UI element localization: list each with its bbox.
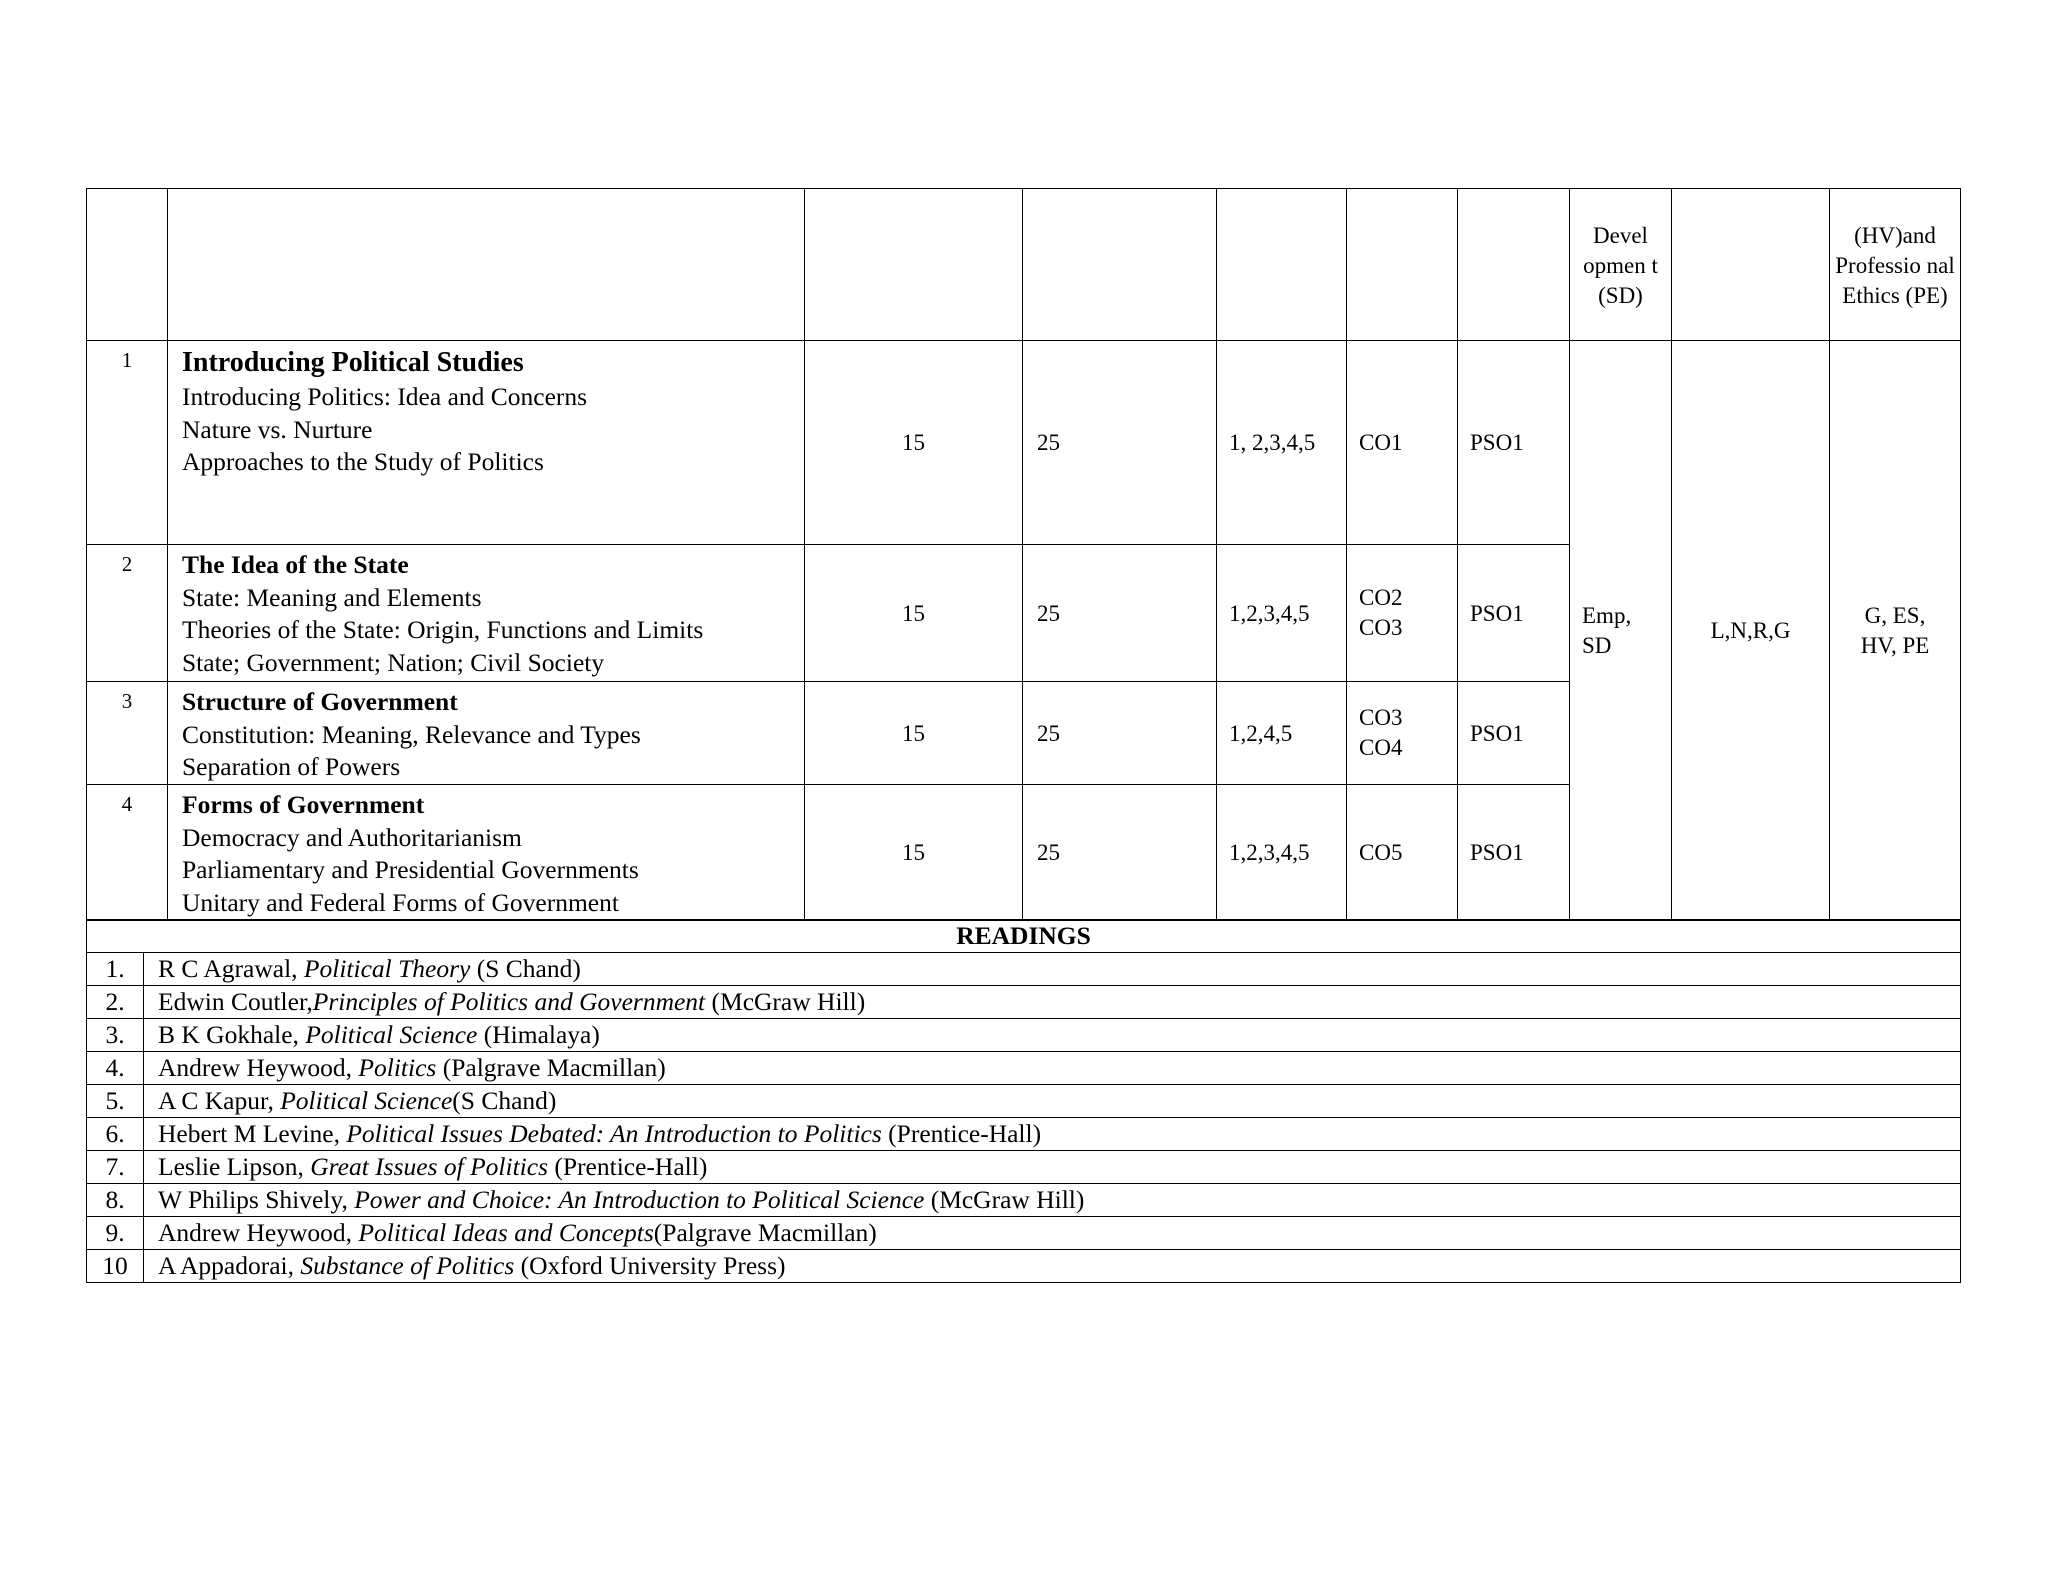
co-value: CO5 (1359, 839, 1403, 865)
unit-value: 25 (1023, 545, 1217, 682)
reading-publisher: (Prentice-Hall) (881, 1119, 1042, 1148)
reading-row (87, 1184, 1961, 1217)
reading-number: 9. (87, 1217, 144, 1250)
reading-row (87, 1250, 1961, 1283)
reading-author: Andrew Heywood, (158, 1053, 359, 1082)
unit-topic: Democracy and Authoritarianism (182, 822, 522, 852)
reading-book-title: Political Issues Debated: An Introduction to Politics (346, 1119, 882, 1148)
co-value: CO4 (1359, 735, 1403, 760)
reading-publisher: (Palgrave Macmillan) (436, 1053, 666, 1082)
reading-author: Andrew Heywood, (158, 1218, 359, 1247)
unit-topic: Parliamentary and Presidential Governments (182, 855, 639, 884)
unit-co (1347, 341, 1458, 545)
unit-topic: Approaches to the Study of Politics (182, 447, 544, 476)
merged-line: G, ES, (1864, 602, 1926, 628)
reading-row (87, 1085, 1961, 1118)
unit-content (168, 682, 805, 785)
reading-number: 6. (87, 1118, 144, 1151)
reading-entry (144, 1019, 1961, 1052)
reading-entry (144, 1184, 1961, 1217)
reading-row (87, 953, 1961, 986)
reading-number: 7. (87, 1151, 144, 1184)
unit-pso: PSO1 (1458, 785, 1570, 921)
reading-entry (144, 1052, 1961, 1085)
reading-author: A C Kapur, (158, 1086, 281, 1115)
unit-co (1347, 545, 1458, 682)
unit-pso: PSO1 (1458, 545, 1570, 682)
reading-number: 8. (87, 1184, 144, 1217)
unit-number: 2 (87, 545, 168, 682)
reading-book-title: Political Science (305, 1020, 478, 1049)
reading-entry (144, 1118, 1961, 1151)
unit-title: Forms of Government (182, 790, 425, 819)
unit-content (168, 545, 805, 682)
reading-author: Edwin Coutler, (158, 987, 313, 1016)
header-cell (805, 189, 1023, 341)
header-cell (1217, 189, 1347, 341)
unit-value: 15 (805, 785, 1023, 921)
reading-author: W Philips Shively, (158, 1185, 355, 1214)
merged-line: SD (1582, 632, 1612, 658)
unit-value: 1,2,3,4,5 (1217, 545, 1347, 682)
readings-title: READINGS (87, 920, 1961, 953)
reading-book-title: Great Issues of Politics (310, 1152, 549, 1181)
reading-row (87, 1118, 1961, 1151)
unit-value: 25 (1023, 341, 1217, 545)
header-values-ethics: (HV)and Professio nal Ethics (PE) (1835, 222, 1955, 308)
merged-values-ethics (1830, 341, 1961, 921)
unit-topic: Nature vs. Nurture (182, 414, 373, 444)
readings-table (86, 919, 1961, 1283)
unit-topic: Theories of the State: Origin, Functions and Limits (182, 615, 704, 644)
reading-publisher: (Himalaya) (477, 1020, 600, 1049)
unit-number: 3 (87, 682, 168, 785)
unit-pso: PSO1 (1458, 682, 1570, 785)
header-cell (1347, 189, 1458, 341)
reading-author: B K Gokhale, (158, 1020, 306, 1049)
reading-number: 2. (87, 986, 144, 1019)
unit-content (168, 785, 805, 921)
reading-number: 10 (87, 1250, 144, 1283)
reading-book-title: Principles of Politics and Government (312, 987, 706, 1016)
unit-value: 25 (1023, 785, 1217, 921)
reading-author: A Appadorai, (158, 1251, 301, 1280)
merged-method: L,N,R,G (1672, 341, 1830, 921)
merged-line: Emp, (1582, 602, 1632, 628)
header-cell (1830, 189, 1961, 341)
reading-publisher: (Prentice-Hall) (548, 1152, 708, 1181)
table-row (87, 341, 1961, 545)
reading-row (87, 1151, 1961, 1184)
reading-entry (144, 986, 1961, 1019)
reading-publisher: (McGraw Hill) (705, 987, 866, 1016)
reading-number: 3. (87, 1019, 144, 1052)
header-cell (168, 189, 805, 341)
co-value: CO3 (1359, 615, 1403, 640)
reading-entry (144, 1085, 1961, 1118)
reading-number: 5. (87, 1085, 144, 1118)
unit-topic: State; Government; Nation; Civil Society (182, 647, 605, 677)
unit-value: 15 (805, 682, 1023, 785)
reading-entry (144, 953, 1961, 986)
header-cell (1570, 189, 1672, 341)
header-cell (1458, 189, 1570, 341)
unit-content (168, 341, 805, 545)
reading-row (87, 1019, 1961, 1052)
unit-title: Introducing Political Studies (182, 347, 524, 378)
unit-topic: Constitution: Meaning, Relevance and Types (182, 719, 641, 749)
unit-value: 1, 2,3,4,5 (1217, 341, 1347, 545)
unit-title: The Idea of the State (182, 550, 409, 579)
unit-topic: Introducing Politics: Idea and Concerns (182, 382, 588, 411)
unit-value: 15 (805, 341, 1023, 545)
reading-book-title: Politics (358, 1053, 437, 1082)
merged-skill-development (1570, 341, 1672, 921)
unit-topic: State: Meaning and Elements (182, 582, 482, 612)
unit-topic: Separation of Powers (182, 752, 401, 781)
unit-value: 15 (805, 545, 1023, 682)
reading-number: 1. (87, 953, 144, 986)
unit-co (1347, 785, 1458, 921)
co-value: CO1 (1359, 429, 1403, 455)
unit-co (1347, 682, 1458, 785)
header-skill-development: Devel opmen t (SD) (1583, 222, 1658, 308)
table-header-row (87, 189, 1961, 341)
reading-publisher: (S Chand) (470, 954, 581, 983)
header-cell (1023, 189, 1217, 341)
reading-publisher: (Oxford University Press) (514, 1251, 786, 1280)
reading-publisher: (Palgrave Macmillan) (653, 1218, 877, 1247)
unit-value: 1,2,3,4,5 (1217, 785, 1347, 921)
reading-book-title: Political Ideas and Concepts (358, 1218, 654, 1247)
co-value: CO2 (1359, 585, 1403, 610)
reading-row (87, 1052, 1961, 1085)
header-cell (1672, 189, 1830, 341)
reading-entry (144, 1250, 1961, 1283)
reading-publisher: (McGraw Hill) (924, 1185, 1085, 1214)
header-cell (87, 189, 168, 341)
unit-value: 25 (1023, 682, 1217, 785)
readings-header-row (87, 920, 1961, 953)
reading-author: Hebert M Levine, (158, 1119, 347, 1148)
unit-title: Structure of Government (182, 687, 458, 716)
reading-book-title: Power and Choice: An Introduction to Political Science (354, 1185, 925, 1214)
readings-list (87, 953, 1961, 1283)
reading-book-title: Substance of Politics (300, 1251, 515, 1280)
unit-pso: PSO1 (1458, 341, 1570, 545)
reading-entry (144, 1217, 1961, 1250)
unit-value: 1,2,4,5 (1217, 682, 1347, 785)
unit-number: 4 (87, 785, 168, 921)
reading-row (87, 986, 1961, 1019)
unit-topic: Unitary and Federal Forms of Government (182, 887, 619, 917)
reading-number: 4. (87, 1052, 144, 1085)
unit-number: 1 (87, 341, 168, 545)
reading-book-title: Political Theory (303, 954, 471, 983)
reading-book-title: Political Science (280, 1086, 453, 1115)
co-value: CO3 (1359, 705, 1403, 730)
reading-author: R C Agrawal, (158, 954, 304, 983)
reading-author: Leslie Lipson, (158, 1152, 311, 1181)
syllabus-table (86, 188, 1961, 921)
reading-entry (144, 1151, 1961, 1184)
merged-line: HV, PE (1860, 632, 1930, 658)
reading-publisher: (S Chand) (452, 1086, 557, 1115)
reading-row (87, 1217, 1961, 1250)
